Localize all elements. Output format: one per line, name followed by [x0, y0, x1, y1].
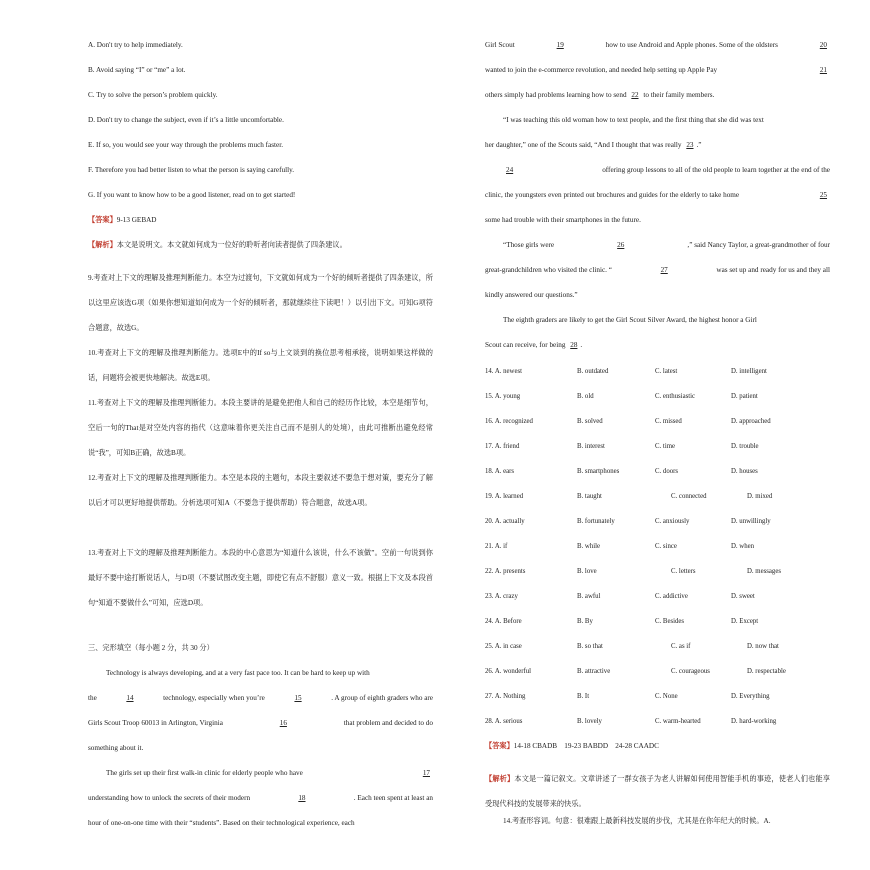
option-g: G. If you want to know how to be a good listener, read on to get started!: [88, 191, 296, 199]
blank-21: 21: [819, 66, 827, 74]
text: . Each teen spent at least an: [353, 794, 433, 802]
text: . A group of eighth graders who are: [331, 694, 433, 702]
choice-option: C. connected: [671, 493, 707, 500]
analysis-tag: 【解析】: [485, 775, 515, 783]
choice-option: B. love: [577, 568, 597, 575]
choice-option: D. patient: [731, 393, 758, 400]
passage-line: [485, 41, 830, 50]
choice-option: B. so that: [577, 643, 603, 650]
choice-option: D. mixed: [747, 493, 773, 500]
answer-text: 14-18 CBADB 19-23 BABDD 24-28 CAADC: [513, 742, 659, 750]
option-a: A. Don't try to help immediately.: [88, 41, 183, 49]
choice-option: D. unwillingly: [731, 518, 771, 525]
blank-23: 23: [686, 141, 694, 149]
choice-option: 21. A. if: [485, 543, 508, 550]
text: wanted to join the e-commerce revolution, and needed help setting up Apple Pay: [485, 66, 718, 74]
choice-option: C. enthusiastic: [655, 393, 696, 400]
choice-option: D. trouble: [731, 443, 759, 450]
blank-20: 20: [819, 41, 827, 49]
answer-tag: 【答案】: [88, 216, 117, 224]
choice-option: 14. A. newest: [485, 368, 523, 375]
choice-option: 18. A. ears: [485, 468, 515, 475]
blank-14: 14: [126, 694, 134, 702]
choice-option: D. houses: [731, 468, 758, 475]
passage-line: some had trouble with their smartphones in the future.: [485, 216, 641, 224]
choice-option: 15. A. young: [485, 393, 521, 400]
text: others simply had problems learning how to send: [485, 91, 627, 99]
passage-line: [485, 141, 830, 150]
passage-line: hour of one-on-one time with their “students”. Based on their technological experience, each: [88, 819, 355, 827]
text: .: [580, 341, 583, 349]
choice-option: D. when: [731, 543, 755, 550]
passage-line: [485, 341, 830, 350]
blank-17: 17: [422, 769, 430, 777]
blank-27: 27: [660, 266, 668, 274]
text: how to use Android and Apple phones. Some of the oldsters: [605, 41, 778, 49]
passage-line: [88, 794, 433, 803]
choice-option: 27. A. Nothing: [485, 693, 526, 700]
option-c: C. Try to solve the person’s problem quickly.: [88, 91, 218, 99]
choice-option: 25. A. in case: [485, 643, 522, 650]
section-title: 三、完形填空（每小题 2 分，共 30 分）: [88, 644, 214, 652]
choice-option: B. while: [577, 543, 601, 550]
passage-line: kindly answered our questions.”: [485, 291, 578, 299]
option-f: F. Therefore you had better listen to what the person is saying carefully.: [88, 166, 295, 174]
choice-option: C. time: [655, 443, 676, 450]
explanation-q13: 13.考查对上下文的理解及推理判断能力。本段的中心意思为“知道什么该说，什么不该做”。空前一句说到你最好不要中途打断说话人，与D项（不要试图改变主题，即使它有点不舒服）意义一致。根据上下文及本段首句“知道不要做什么”可知，应选D项。: [88, 549, 433, 607]
explanation-q14: 14.考查形容词。句意：很难跟上最新科技发展的步伐，尤其是在你年纪大的时候。A.: [503, 817, 771, 825]
blank-26: 26: [617, 241, 625, 249]
choice-option: C. letters: [671, 568, 696, 575]
blank-15: 15: [294, 694, 302, 702]
choice-option: D. respectable: [747, 668, 786, 675]
explanation-q10: 10.考查对上下文的理解及推理判断能力。选项E中的If so与上文谈到的换位思考相承接，说明如果这样做的话，问题将会被更快地解决。故选E项。: [88, 349, 433, 382]
blank-22: 22: [631, 91, 639, 99]
text: clinic, the youngsters even printed out brochures and guides for the elderly to take home: [485, 191, 740, 199]
text: understanding how to unlock the secrets of their modern: [88, 794, 251, 802]
choice-option: 19. A. learned: [485, 493, 524, 500]
passage-line: [88, 719, 433, 728]
choice-option: B. interest: [577, 443, 605, 450]
passage-line: [485, 66, 830, 75]
text: .”: [696, 141, 702, 149]
analysis-tag: 【解析】: [88, 241, 117, 249]
choice-option: C. courageous: [671, 668, 710, 675]
text: Girl Scout: [485, 41, 515, 49]
choice-option: D. Everything: [731, 693, 770, 700]
choice-option: B. attractive: [577, 668, 611, 675]
text: the: [88, 694, 97, 702]
choice-option: B. smartphones: [577, 468, 620, 475]
blank-25: 25: [819, 191, 827, 199]
blank-16: 16: [279, 719, 287, 727]
choice-option: D. messages: [747, 568, 781, 575]
analysis-text: 本文是说明文。本文就如何成为一位好的聆听者向读者提供了四条建议。: [116, 241, 347, 249]
blank-18: 18: [298, 794, 306, 802]
text: great-grandchildren who visited the clinic. “: [485, 266, 612, 274]
choice-option: B. fortunately: [577, 518, 615, 525]
choice-option: C. missed: [655, 418, 682, 425]
passage-line: [485, 241, 830, 250]
explanation-q11: 11.考查对上下文的理解及推理判断能力。本段主要讲的是避免把他人和自己的经历作比较，本空是细节句，空后一句的That是对空处内容的指代（这意味着你更关注自己而不是别人的处境），由此可推断出避免经常说“我”，可知B正确，故选B项。: [88, 399, 433, 457]
choice-option: B. By: [577, 618, 593, 625]
choice-option: C. None: [655, 693, 678, 700]
choice-option: C. Besides: [655, 618, 685, 625]
choice-option: 16. A. recognized: [485, 418, 533, 425]
passage-line: [485, 166, 830, 175]
text: Girls Scout Troop 60013 in Arlington, Virginia: [88, 719, 223, 727]
blank-19: 19: [556, 41, 564, 49]
passage-line: [88, 694, 433, 703]
explanation-q9: 9.考查对上下文的理解及推理判断能力。本空为过渡句，下文就如何成为一个好的倾听者提供了四条建议，所以这里应该选G项（如果你想知道如何成为一个好的倾听者，那就继续往下读吧！）以引出下文。可知G项符合题意，故选G。: [88, 274, 433, 332]
passage-line: [485, 91, 830, 100]
analysis-text: 本文是一篇记叙文。文章讲述了一群女孩子为老人讲解如何使用智能手机的事迹，使老人们也能享受现代科技的发展带来的快乐。: [485, 775, 830, 808]
explanation-q12: 12.考查对上下文的理解及推理判断能力。本空是本段的主题句，本段主要叙述不要急于想对策，要充分了解以后才可以更好地提供帮助。分析选项可知A（不要急于提供帮助）符合题意，故选A项。: [88, 474, 433, 507]
choice-option: D. sweet: [731, 593, 755, 600]
text: offering group lessons to all of the old people to learn together at the end of the: [602, 166, 830, 174]
answer-line: [88, 216, 433, 225]
blank-24: 24: [506, 166, 514, 174]
choice-option: D. Except: [731, 618, 759, 625]
text: that problem and decided to do: [343, 719, 433, 727]
choice-option: 23. A. crazy: [485, 593, 518, 600]
choice-option: B. outdated: [577, 368, 609, 375]
answer-tag: 【答案】: [485, 742, 514, 750]
text: was set up and ready for us and they all: [716, 266, 830, 274]
text: “Those girls were: [503, 241, 555, 249]
blank-28: 28: [570, 341, 578, 349]
choice-option: D. intelligent: [731, 368, 767, 375]
choice-option: C. anxiously: [655, 518, 690, 525]
answer-line: [485, 742, 830, 751]
text: Scout can receive, for being: [485, 341, 566, 349]
choice-option: C. since: [655, 543, 677, 550]
option-b: B. Avoid saying “I” or “me” a lot.: [88, 66, 186, 74]
choice-option: 20. A. actually: [485, 518, 525, 525]
text: her daughter,” one of the Scouts said, “And I thought that was really: [485, 141, 682, 149]
choice-option: B. taught: [577, 493, 602, 500]
analysis-line: [88, 241, 433, 250]
choice-option: C. latest: [655, 368, 678, 375]
choice-option: D. approached: [731, 418, 771, 425]
choice-option: 24. A. Before: [485, 618, 522, 625]
passage-line: [485, 266, 830, 275]
text: to their family members.: [643, 91, 715, 99]
choice-option: B. awful: [577, 593, 601, 600]
choice-option: 22. A. presents: [485, 568, 526, 575]
text: The girls set up their first walk-in clinic for elderly people who have: [106, 769, 303, 777]
choice-option: C. as if: [671, 643, 691, 650]
option-d: D. Don't try to change the subject, even if it’s a little uncomfortable.: [88, 116, 284, 124]
choice-option: 26. A. wonderful: [485, 668, 532, 675]
text: technology, especially when you’re: [163, 694, 265, 702]
choice-option: C. warm-hearted: [655, 718, 701, 725]
passage-line: Technology is always developing, and at a very fast pace too. It can be hard to keep up with: [106, 669, 370, 677]
choice-option: B. solved: [577, 418, 603, 425]
choice-option: D. hard-working: [731, 718, 777, 725]
passage-line: something about it.: [88, 744, 144, 752]
choice-option: 28. A. serious: [485, 718, 523, 725]
choice-option: B. lovely: [577, 718, 602, 725]
option-e: E. If so, you would see your way through the problems much faster.: [88, 141, 284, 149]
choice-option: B. old: [577, 393, 594, 400]
choice-option: D. now that: [747, 643, 779, 650]
answer-text: 9-13 GEBAD: [116, 216, 157, 224]
passage-line: “I was teaching this old woman how to text people, and the first thing that she did was text: [503, 116, 764, 124]
passage-line: The eighth graders are likely to get the Girl Scout Silver Award, the highest honor a Girl: [503, 316, 757, 324]
passage-line: [88, 769, 433, 778]
choice-option: C. doors: [655, 468, 679, 475]
choice-option: C. addictive: [655, 593, 688, 600]
analysis-line: [485, 767, 830, 817]
choice-option: 17. A. friend: [485, 443, 520, 450]
text: ,” said Nancy Taylor, a great-grandmother of four: [687, 241, 830, 249]
choice-option: B. It: [577, 693, 590, 700]
passage-line: [485, 191, 830, 200]
